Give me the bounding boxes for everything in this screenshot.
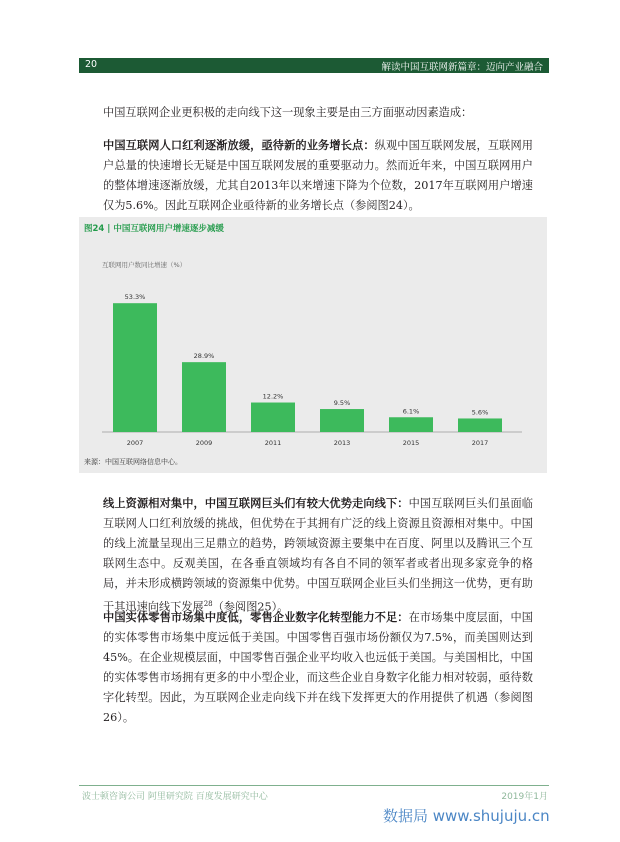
- x-tick-2017: 2017: [471, 439, 489, 447]
- paragraph-tail: （参阅图25）。: [212, 600, 289, 614]
- figure-source: 来源：中国互联网络信息中心。: [84, 458, 182, 466]
- bar-2017: [458, 418, 502, 432]
- footer-date: 2019年1月: [501, 792, 548, 802]
- x-tick-2009: 2009: [195, 439, 213, 447]
- intro-paragraph: 中国互联网企业更积极的走向线下这一现象主要是由三方面驱动因素造成：: [103, 106, 473, 119]
- data-label-2015: 6.1%: [402, 407, 420, 416]
- paragraph-retail-market: [103, 607, 533, 728]
- x-tick-2007: 2007: [126, 439, 144, 447]
- footer-divider: [79, 785, 549, 786]
- x-tick-2011: 2011: [264, 439, 282, 447]
- paragraph-body: 纵观中国互联网发展，互联网用户总量的快速增长无疑是中国互联网发展的重要驱动力。然而近年来，中国互联网用户的整体增速逐渐放缓，尤其自2013年以来增速下降为个位数，2017年互联网用户增速仅为5.6%。因此互联网企业亟待新的业务增长点（参阅图24）。: [103, 139, 533, 212]
- paragraph-lead: 线上资源相对集中，中国互联网巨头们有较大优势走向线下：: [103, 496, 409, 510]
- page-number: 20: [85, 59, 98, 70]
- watermark: 数据局 www.shujuju.cn: [383, 807, 550, 825]
- bar-2009: [182, 362, 226, 432]
- header-title: 解读中国互联网新篇章：迈向产业融合: [381, 62, 543, 73]
- bar-2011: [251, 403, 295, 432]
- x-tick-2013: 2013: [333, 439, 351, 447]
- bar-2015: [389, 417, 433, 432]
- data-label-2009: 28.9%: [193, 352, 215, 361]
- data-label-2017: 5.6%: [471, 408, 489, 417]
- data-label-2007: 53.3%: [124, 293, 146, 302]
- data-label-2013: 9.5%: [333, 399, 351, 408]
- figure-title: 图24 | 中国互联网用户增速逐步减缓: [84, 224, 224, 234]
- y-axis-label: 互联网用户数同比增速（%）: [102, 261, 187, 269]
- paragraph-body: 在市场集中度层面，中国的实体零售市场集中度远低于美国。中国零售百强市场份额仅为7.5%，而美国则达到45%。在企业规模层面，中国零售百强企业平均收入也远低于美国。与美国相比，中国的实体零售市场拥有更多的中小型企业，而这些企业自身数字化能力相对较弱，亟待数字化转型。因此，为互联网企业走向线下并在线下发挥更大的作用提供了机遇（参阅图26）。: [103, 611, 533, 724]
- x-tick-2015: 2015: [402, 439, 420, 447]
- paragraph-user-growth: [103, 135, 533, 216]
- footer-organizations: 波士顿咨询公司 阿里研究院 百度发展研究中心: [82, 792, 268, 802]
- bar-chart: [79, 217, 547, 473]
- header-bar: [79, 58, 549, 73]
- bar-2007: [113, 303, 157, 432]
- data-label-2011: 12.2%: [262, 392, 284, 401]
- paragraph-lead: 中国互联网人口红利逐渐放缓，亟待新的业务增长点：: [103, 138, 375, 152]
- footnote-ref: 28: [203, 600, 213, 608]
- paragraph-body: 中国互联网巨头们虽面临互联网人口红利放缓的挑战，但优势在于其拥有广泛的线上资源且资源相对集中。中国的线上流量呈现出三足鼎立的趋势，跨领域资源主要集中在百度、阿里以及腾讯三个互联网生态中。反观美国，在各垂直领域均有各自不同的领军者或者出现多家竞争的格局，并未形成横跨领域的资源集中优势。中国互联网企业巨头们坐拥这一优势，更有助于其迅速向线下发展: [103, 497, 533, 614]
- paragraph-lead: 中国实体零售市场集中度低，零售企业数字化转型能力不足：: [103, 610, 409, 624]
- bar-2013: [320, 409, 364, 432]
- figure-24: [79, 217, 547, 473]
- paragraph-online-resources: [103, 493, 533, 618]
